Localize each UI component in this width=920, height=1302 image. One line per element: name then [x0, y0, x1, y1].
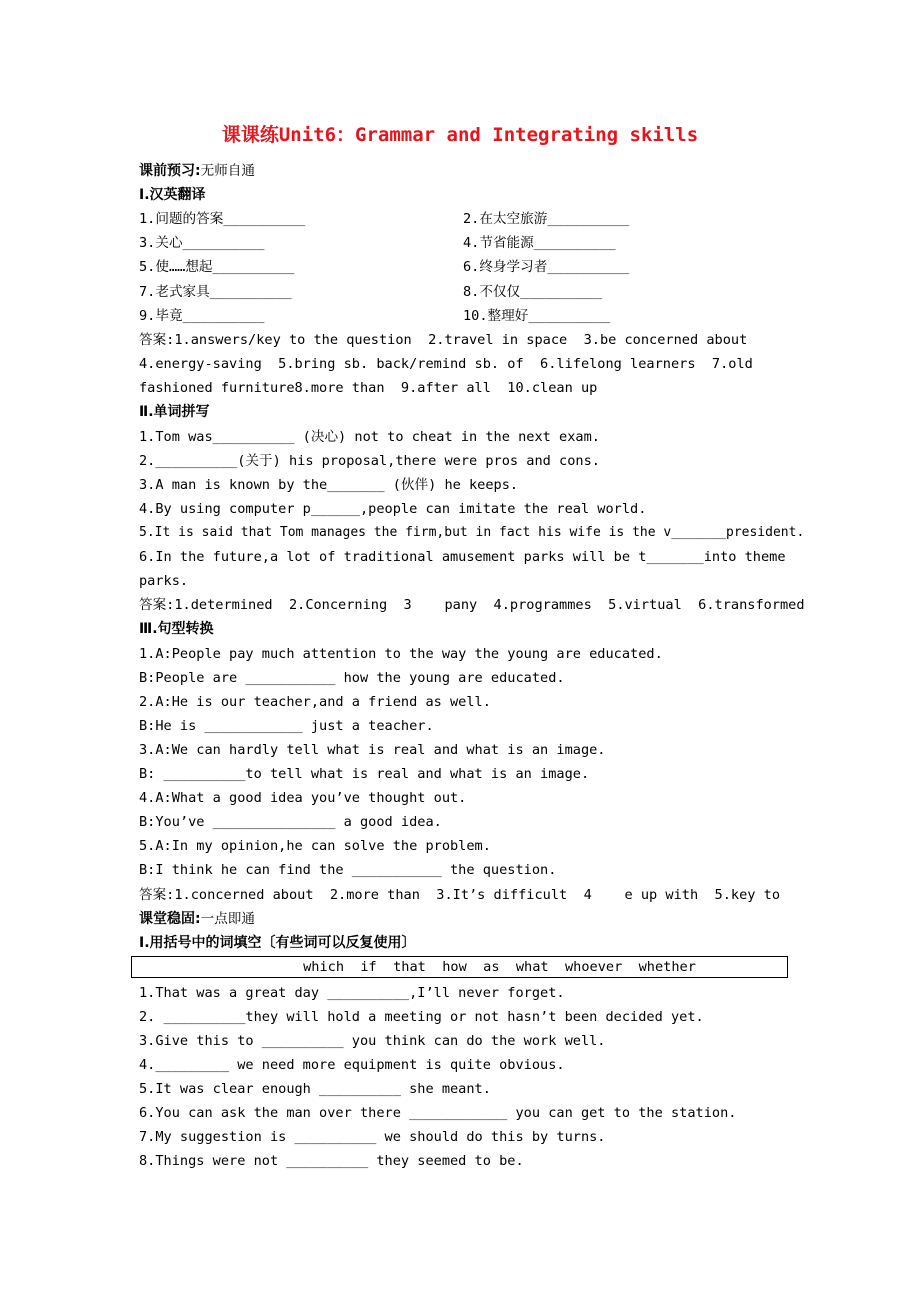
page-title: 课课练Unit6：Grammar and Integrating skills: [221, 124, 699, 146]
s2-line: parks.: [139, 573, 189, 589]
section4-heading: Ⅰ.用括号中的词填空〔有些词可以反复使用〕: [139, 935, 416, 951]
s4-line: 5.It was clear enough __________ she meant.: [139, 1081, 491, 1097]
s4-line: 1.That was a great day __________,I’ll never forget.: [139, 985, 565, 1001]
section1-heading: Ⅰ.汉英翻译: [139, 187, 206, 203]
word-bank-box: which if that how as what whoever whether: [131, 956, 788, 978]
preview-label: 课前预习:: [139, 163, 201, 179]
s1-item-8: 8.不仅仅__________: [463, 284, 602, 300]
s1-answer-line: 4.energy-saving 5.bring sb. back/remind sb. of 6.lifelong learners 7.old: [139, 356, 753, 372]
s4-line: 8.Things were not __________ they seemed to be.: [139, 1153, 524, 1169]
preview-text: 无师自通: [200, 163, 255, 179]
classroom-line: [139, 910, 255, 928]
preview-line: [139, 162, 255, 180]
s1-item-2: 2.在太空旅游__________: [463, 211, 630, 227]
s3-line: 3.A:We can hardly tell what is real and what is an image.: [139, 742, 606, 758]
s2-line: 5.It is said that Tom manages the firm,but in fact his wife is the v_______president.: [139, 525, 805, 540]
s1-item-10: 10.整理好__________: [463, 308, 611, 324]
s1-item-7: 7.老式家具__________: [139, 284, 292, 300]
s1-item-4: 4.节省能源__________: [463, 235, 616, 251]
s3-line: B:People are ___________ how the young are educated.: [139, 670, 565, 686]
s3-line: 4.A:What a good idea you’ve thought out.: [139, 790, 467, 806]
section3-heading: Ⅲ.句型转换: [139, 621, 214, 637]
s2-line: 2.__________(关于) his proposal,there were pros and cons.: [139, 453, 600, 469]
s3-line: B:He is ____________ just a teacher.: [139, 718, 434, 734]
s1-item-1: 1.问题的答案__________: [139, 211, 306, 227]
s3-line: 5.A:In my opinion,he can solve the problem.: [139, 838, 491, 854]
s4-line: 6.You can ask the man over there ____________ you can get to the station.: [139, 1105, 737, 1121]
s1-answer-line: fashioned furniture8.more than 9.after all 10.clean up: [139, 380, 598, 396]
s2-line: 1.Tom was__________ (决心) not to cheat in the next exam.: [139, 429, 600, 445]
s3-line: 1.A:People pay much attention to the way the young are educated.: [139, 646, 663, 662]
s2-line: 6.In the future,a lot of traditional amusement parks will be t_______into theme: [139, 549, 786, 565]
s4-line: 7.My suggestion is __________ we should do this by turns.: [139, 1129, 606, 1145]
s1-item-9: 9.毕竟__________: [139, 308, 265, 324]
s2-line: 4.By using computer p______,people can imitate the real world.: [139, 501, 647, 517]
classroom-text: 一点即通: [200, 911, 255, 927]
s3-line: 2.A:He is our teacher,and a friend as well.: [139, 694, 491, 710]
s1-answer-line: 答案:1.answers/key to the question 2.travel in space 3.be concerned about: [139, 332, 748, 348]
s1-item-5: 5.使……想起__________: [139, 259, 295, 275]
s3-line: B:You’ve _______________ a good idea.: [139, 814, 442, 830]
s4-line: 4._________ we need more equipment is quite obvious.: [139, 1057, 565, 1073]
s2-answer-line: 答案:1.determined 2.Concerning 3 pany 4.programmes 5.virtual 6.transformed: [139, 597, 805, 613]
s2-line: 3.A man is known by the_______ (伙伴) he keeps.: [139, 477, 519, 493]
section2-heading: Ⅱ.单词拼写: [139, 404, 210, 420]
s1-item-3: 3.关心__________: [139, 235, 265, 251]
s3-line: B:I think he can find the ___________ the question.: [139, 862, 557, 878]
s1-item-6: 6.终身学习者__________: [463, 259, 630, 275]
s4-line: 3.Give this to __________ you think can do the work well.: [139, 1033, 606, 1049]
s3-answer-line: 答案:1.concerned about 2.more than 3.It’s difficult 4 e up with 5.key to: [139, 887, 780, 903]
s3-line: B: __________to tell what is real and what is an image.: [139, 766, 590, 782]
s4-line: 2. __________they will hold a meeting or not hasn’t been decided yet.: [139, 1009, 704, 1025]
classroom-label: 课堂稳固:: [139, 911, 201, 927]
